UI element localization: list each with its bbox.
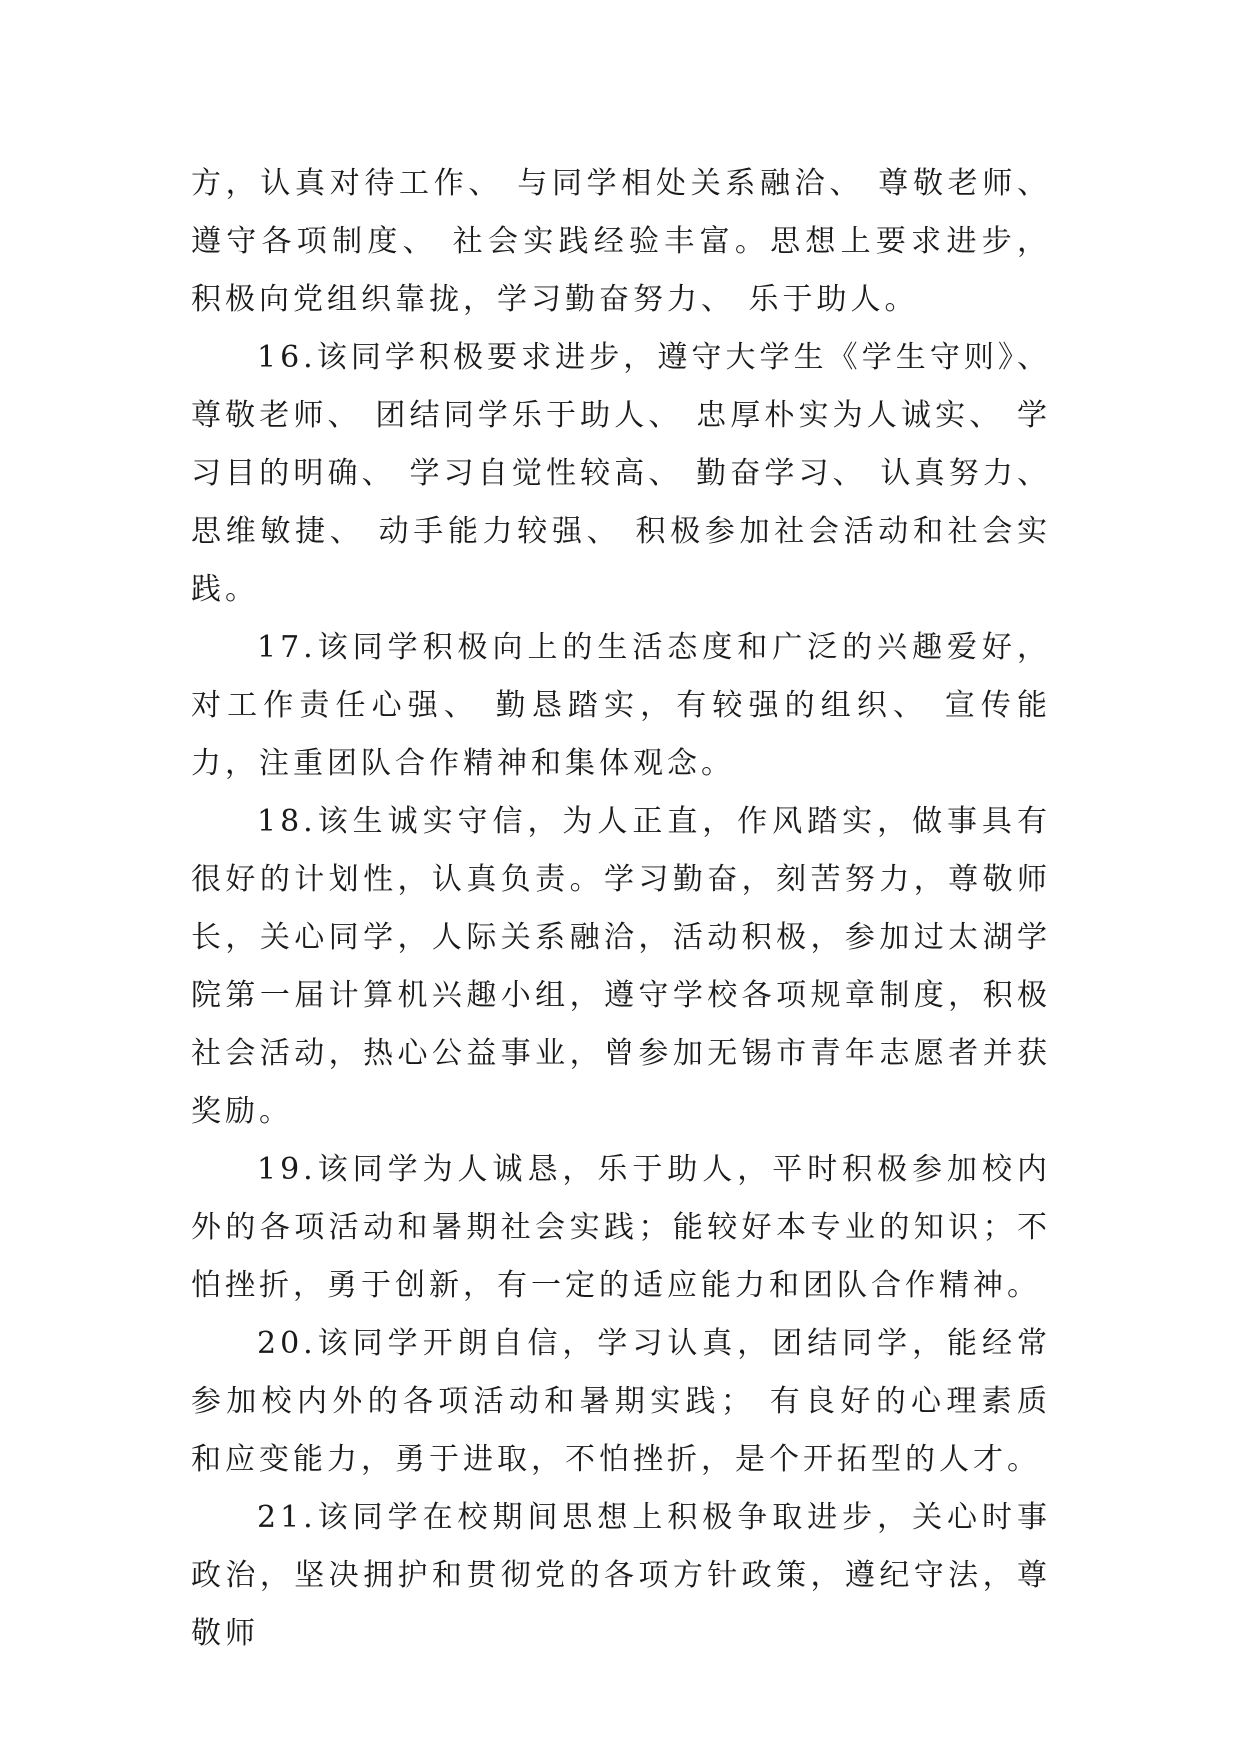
paragraph-17: 17.该同学积极向上的生活态度和广泛的兴趣爱好，对工作责任心强、 勤恳踏实，有较强的组织、 宣传能力，注重团队合作精神和集体观念。 xyxy=(191,630,1051,781)
paragraph-16: 16.该同学积极要求进步，遵守大学生《学生守则》、尊敬老师、 团结同学乐于助人、 忠厚朴实为人诚实、 学习目的明确、 学习自觉性较高、 勤奋学习、 认真努力、思维敏捷、 动手能力较强、 积极参加社会活动和社会实践。 xyxy=(191,340,1051,607)
document-body xyxy=(191,155,1051,1663)
paragraph-18: 18.该生诚实守信，为人正直，作风踏实，做事具有很好的计划性，认真负责。学习勤奋，刻苦努力，尊敬师长，关心同学，人际关系融洽，活动积极，参加过太湖学院第一届计算机兴趣小组，遵守学校各项规章制度，积极社会活动，热心公益事业，曾参加无锡市青年志愿者并获奖励。 xyxy=(191,804,1051,1129)
paragraph-20: 20.该同学开朗自信，学习认真，团结同学，能经常参加校内外的各项活动和暑期实践； 有良好的心理素质和应变能力，勇于进取，不怕挫折，是个开拓型的人才。 xyxy=(191,1326,1051,1477)
paragraph-21: 21.该同学在校期间思想上积极争取进步，关心时事政治，坚决拥护和贯彻党的各项方针政策，遵纪守法，尊敬师 xyxy=(191,1500,1051,1651)
paragraph-19: 19.该同学为人诚恳，乐于助人，平时积极参加校内外的各项活动和暑期社会实践；能较好本专业的知识；不怕挫折，勇于创新，有一定的适应能力和团队合作精神。 xyxy=(191,1152,1051,1303)
paragraph-continuation: 方，认真对待工作、 与同学相处关系融洽、 尊敬老师、遵守各项制度、 社会实践经验丰富。思想上要求进步，积极向党组织靠拢，学习勤奋努力、 乐于助人。 xyxy=(191,166,1051,317)
